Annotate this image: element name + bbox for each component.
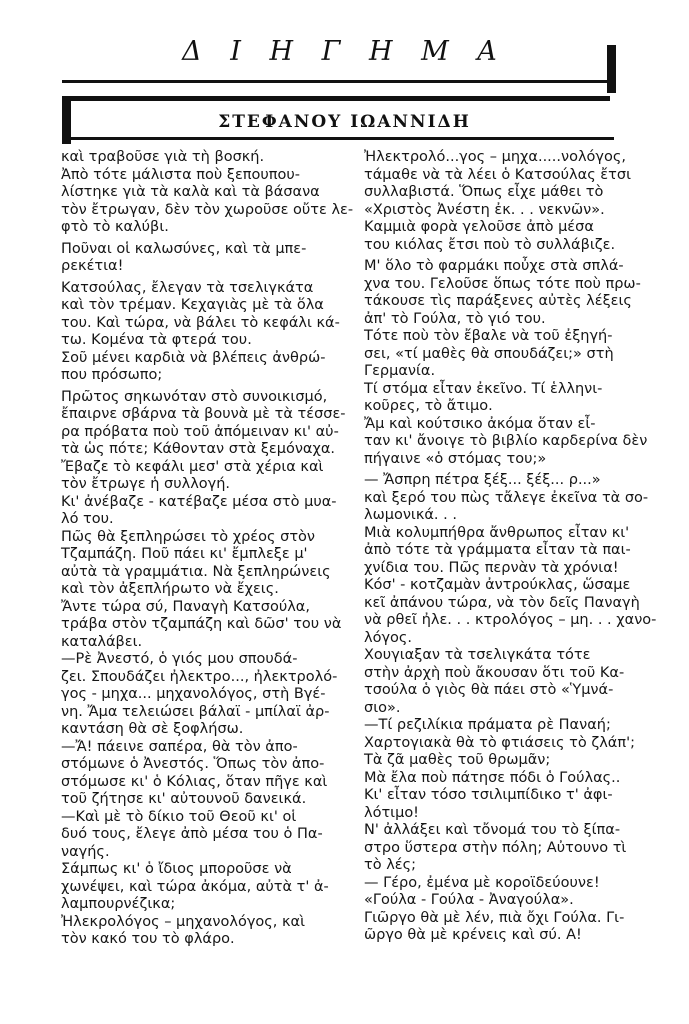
text-line: Ἠλεκρολόγος – μηχανολόγος, καὶ xyxy=(61,913,306,930)
text-line: καντάση θὰ σὲ ξοφλήσω. xyxy=(61,721,244,737)
text-line: Χουγιαξαν τὰ τσελιγκάτα τότε xyxy=(364,647,591,663)
text-line: στόμωνε ὁ Ἀνεστός. Ὅπως τὸν ἀπο- xyxy=(61,756,325,772)
text-line: τὸν ἔτρωγε ἡ συλλογή. xyxy=(61,476,231,492)
text-column-left xyxy=(61,149,353,949)
text-line: στὴν ἀρχὴ ποὺ ἄκουσαν ὅτι τοῦ Κα- xyxy=(364,664,625,681)
text-line: λό του. xyxy=(61,511,114,527)
text-line: ἔπαιρνε σβάρνα τὰ βουνὰ μὲ τὰ τέσσε- xyxy=(61,406,346,422)
text-line: τὸ λές; xyxy=(364,857,417,873)
right-bracket-bar xyxy=(607,45,616,93)
text-line: τσούλα ὁ γιὸς θὰ πάει στὸ «Ὑμνά- xyxy=(364,682,614,698)
text-line: Κατσούλας, ἔλεγαν τὰ τσελιγκάτα xyxy=(61,279,314,296)
text-line: Ἠλεκτρολό...γος – μηχα.....νολόγος, xyxy=(364,149,627,165)
text-line: τάμαθε νὰ τὰ λέει ὁ Κατσούλας ἔτσι xyxy=(364,166,631,183)
text-line: — Ἄσπρη πέτρα ξέξ... ξέξ... ρ...» xyxy=(364,472,601,488)
text-line: Τότε ποὺ τὸν ἔβαλε νὰ τοῦ ἐξηγή- xyxy=(364,328,613,344)
text-line: νη. Ἄμα τελειώσει βάλαϊ - μπίλαϊ ἀρ- xyxy=(61,703,330,720)
text-line: Πῶς θὰ ξεπληρώσει τὸ χρέος στὸν xyxy=(61,528,316,545)
text-line: Ποῦναι οἱ καλωσύνες, καὶ τὰ μπε- xyxy=(61,240,307,257)
text-line: —Τί ρεζιλίκια πράματα ρὲ Παναή; xyxy=(364,717,611,733)
text-line: Ἔβαζε τὸ κεφάλι μεσ' στὰ χέρια καὶ xyxy=(61,458,324,475)
text-line: τοῦ ζήτησε κι' αὐτουνοῦ δανεικά. xyxy=(61,791,307,807)
text-column-right xyxy=(364,149,657,945)
text-line: Τί στόμα εἶταν ἐκεῖνο. Τί ἑλληνι- xyxy=(364,380,603,397)
text-line: Τὰ ζᾶ μαθὲς τοῦ θρωμᾶν; xyxy=(364,752,551,768)
text-line: Ἀπὸ τότε μάλιστα ποὺ ξεπουπου- xyxy=(61,166,301,183)
text-line: καὶ τραβοῦσε γιὰ τὴ βοσκή. xyxy=(61,149,265,165)
text-line: Γιῶργο θὰ μὲ λέν, πιὰ ὄχι Γούλα. Γι- xyxy=(364,909,625,926)
text-line: τὸν κακό του τὸ φλάρο. xyxy=(61,931,235,947)
text-line: κοῦρες, τὸ ἄτιμο. xyxy=(364,398,493,414)
text-line: χωνέψει, καὶ τώρα ἀκόμα, αὐτὰ τ' ἀ- xyxy=(61,878,329,895)
text-line: Κι' ἀνέβαζε - κατέβαζε μέσα στὸ μυα- xyxy=(61,493,337,510)
text-line: τὸν ἔτρωγαν, δὲν τὸν χωροῦσε οὔτε λε- xyxy=(61,201,354,218)
top-rule xyxy=(62,80,616,83)
text-line: —Ἄ! πάεινε σαπέρα, θὰ τὸν ἀπο- xyxy=(61,738,298,755)
text-line: δυό τους, ἔλεγε ἀπὸ μέσα του ὁ Πα- xyxy=(61,826,323,842)
text-line: Ἄμ καὶ κούτσικο ἀκόμα ὅταν εἶ- xyxy=(364,415,596,432)
text-line: καὶ τὸν τρέμαν. Κεχαγιὰς μὲ τὰ ὅλα xyxy=(61,297,324,313)
text-line: «Χριστὸς Ἀνέστη ἐκ. . . νεκνῶν». xyxy=(364,201,605,218)
text-line: γος - μηχα... μηχανολόγος, στὴ Βγέ- xyxy=(61,686,326,702)
text-line: καὶ ξερό του πὼς τἄλεγε ἐκεῖνα τὰ σο- xyxy=(364,489,649,506)
text-line: ἀπὸ τότε τὰ γράμματα εἶταν τὰ παι- xyxy=(364,542,631,558)
text-line: καταλάβει. xyxy=(61,633,143,650)
text-line: ρα πρόβατα ποὺ τοῦ ἀπόμειναν κι' αὐ- xyxy=(61,423,339,440)
text-line: καὶ τὸν ἀξεπλήρωτο νὰ ἔχεις. xyxy=(61,581,279,597)
text-line: του κιόλας ἔτσι ποὺ τὸ συλλάβιζε. xyxy=(364,236,616,253)
text-line: —Καὶ μὲ τὸ δίκιο τοῦ Θεοῦ κι' οἱ xyxy=(61,808,297,825)
text-line: ῶργο θὰ μὲ κρένεις καὶ σύ. Α! xyxy=(364,927,582,943)
text-line: σιο». xyxy=(364,699,401,716)
text-line: σει, «τί μαθὲς θὰ σπουδάζει;» στὴ xyxy=(364,345,614,362)
text-line: λωμονικά. . . xyxy=(364,507,457,523)
text-line: κεῖ ἀπάνου τώρα, νὰ τὸν δεῖς Παναγὴ xyxy=(364,594,640,611)
text-line: Χαρτογιακὰ θὰ τὸ φτιάσεις τὸ ζλάπ'; xyxy=(364,734,635,751)
text-line: νὰ ρθεῖ ἠλε. . . κτρολόγος – μη. . . χανο- xyxy=(364,612,657,628)
text-line: ταν κι' ἄνοιγε τὸ βιβλίο καρδερίνα δὲν xyxy=(364,433,648,449)
author-name: ΣΤΕΦΑΝΟΥ ΙΩΑΝΝΙΔΗ xyxy=(218,112,471,132)
text-line: «Γούλα - Γούλα - Ἀναγούλα». xyxy=(364,892,574,908)
text-line: λότιμο! xyxy=(364,804,419,821)
text-line: τάκουσε τὶς παράξενες αὐτὲς λέξεις xyxy=(364,293,632,309)
text-line: Μ' ὅλο τὸ φαρμάκι ποὖχε στὰ σπλά- xyxy=(364,258,624,274)
text-line: πήγαινε «ὁ στόμας του;» xyxy=(364,450,547,467)
text-line: Πρῶτος σηκωνόταν στὸ συνοικισμό, xyxy=(61,388,328,405)
text-line: χνίδια του. Πῶς περνὰν τὰ χρόνια! xyxy=(364,559,619,576)
text-line: Ἄντε τώρα σύ, Παναγὴ Κατσούλα, xyxy=(61,598,310,615)
text-line: Καμμιὰ φορὰ γελοῦσε ἀπὸ μέσα xyxy=(364,219,594,235)
text-line: ἀπ' τὸ Γούλα, τὸ γιό του. xyxy=(364,310,546,327)
text-line: Ν' ἀλλάξει καὶ τὄνομά του τὸ ξίπα- xyxy=(364,822,621,838)
text-line: τω. Κομένα τὰ φτερά του. xyxy=(61,332,252,348)
text-line: λαμπουρνέζικα; xyxy=(61,896,176,912)
story-title: Δ Ι Η Γ Η Μ Α xyxy=(182,36,507,67)
text-line: — Γέρο, ἐμένα μὲ κοροϊδεύουνε! xyxy=(364,874,600,891)
text-line: χνα του. Γελοῦσε ὅπως τότε ποὺ πρω- xyxy=(364,275,641,292)
text-line: αὐτὰ τὰ γραμμάτια. Νὰ ξεπληρώνεις xyxy=(61,563,331,580)
text-line: Σάμπως κι' ὁ ἴδιος μποροῦσε νὰ xyxy=(61,861,292,877)
text-line: που πρόσωπο; xyxy=(61,367,163,383)
text-line: ρεκέτια! xyxy=(61,258,124,274)
text-line: συλλαβιστά. Ὅπως εἶχε μάθει τὸ xyxy=(364,184,604,200)
middle-rule xyxy=(62,96,610,101)
text-line: —Ρὲ Ἀνεστό, ὁ γιός μου σπουδά- xyxy=(61,651,298,667)
text-line: του. Καὶ τώρα, νὰ βάλει τὸ κεφάλι κά- xyxy=(61,314,340,331)
text-line: Σοῦ μένει καρδιὰ νὰ βλέπεις ἀνθρώ- xyxy=(61,349,326,366)
text-line: στρο ὕστερα στὴν πόλη; Αὐτουνο τὶ xyxy=(364,839,627,856)
bottom-rule xyxy=(66,137,614,140)
text-line: ναγής. xyxy=(61,843,110,860)
text-line: λίστηκε γιὰ τὰ καλὰ καὶ τὰ βάσανα xyxy=(61,184,320,200)
text-line: τὰ ὡς πότε; Κάθονταν στὰ ξεμόναχα. xyxy=(61,441,336,457)
text-line: φτὸ τὸ καλύβι. xyxy=(61,219,169,235)
text-line: λόγος. xyxy=(364,629,413,646)
text-line: τράβα στὸν τζαμπάζη καὶ δῶσ' του νὰ xyxy=(61,616,342,632)
text-line: Κι' εἶταν τόσο τσιλιμπίδικο τ' ἀφι- xyxy=(364,787,613,803)
text-line: στόμωσε κι' ὁ Κόλιας, ὅταν πῆγε καὶ xyxy=(61,773,328,790)
text-line: Κόσ' - κοτζαμὰν ἀντρούκλας, ὥσαμε xyxy=(364,577,631,593)
text-line: Μιὰ κολυμπήθρα ἄνθρωπος εἶταν κι' xyxy=(364,524,630,541)
text-line: ζει. Σπουδάζει ἠλεκτρο..., ἠλεκτρολό- xyxy=(61,668,338,685)
text-line: Γερμανία. xyxy=(364,363,436,379)
text-line: Μὰ ἔλα ποὺ πάτησε πόδι ὁ Γούλας.. xyxy=(364,769,621,786)
text-line: Τζαμπάζη. Ποῦ πάει κι' ἔμπλεξε μ' xyxy=(61,546,308,562)
